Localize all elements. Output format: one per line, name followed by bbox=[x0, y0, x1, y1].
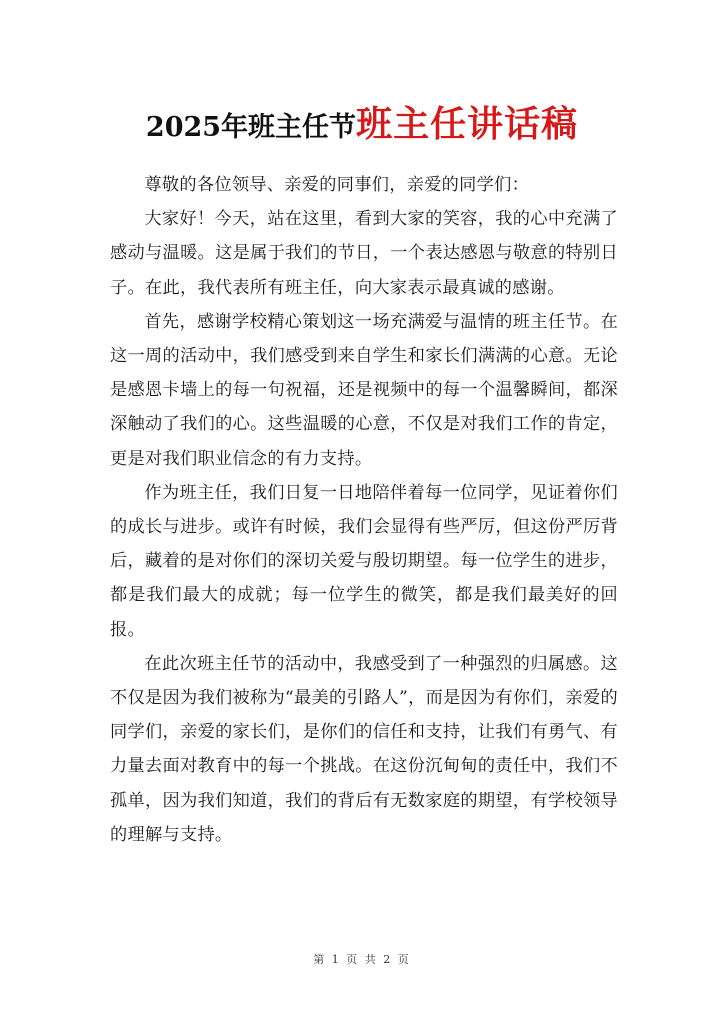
page-number-footer: 第 1 页 共 2 页 bbox=[313, 953, 411, 966]
paragraph-greeting: 大家好！今天，站在这里，看到大家的笑容，我的心中充满了感动与温暖。这是属于我们的节日，一个表达感恩与敬意的特别日子。在此，我代表所有班主任，向大家表示最真诚的感谢。 bbox=[110, 209, 618, 298]
paragraph-teacher-role: 作为班主任，我们日复一日地陪伴着每一位同学，见证着你们的成长与进步。或许有时候，我们会显得有些严厉，但这份严厉背后，藏着的是对你们的深切关爱与殷切期望。每一位学生的进步，都是我们最大的成就；每一位学生的微笑，都是我们最美好的回报。 bbox=[110, 482, 618, 640]
paragraph-salutation: 尊敬的各位领导、亲爱的同事们，亲爱的同学们： bbox=[144, 175, 530, 195]
document-title bbox=[0, 100, 724, 156]
title-highlight-part: 班主任讲话稿 bbox=[356, 104, 579, 145]
title-year-part: 2025年班主任节 bbox=[145, 112, 357, 143]
paragraph-thanks-school: 首先，感谢学校精心策划这一场充满爱与温情的班主任节。在这一周的活动中，我们感受到来自学生和家长们满满的心意。无论是感恩卡墙上的每一句祝福，还是视频中的每一个温馨瞬间，都深深触动了我们的心。这些温暖的心意，不仅是对我们工作的肯定，更是对我们职业信念的有力支持。 bbox=[110, 311, 618, 469]
paragraph-belonging: 在此次班主任节的活动中，我感受到了一种强烈的归属感。这不仅是因为我们被称为“最美的引路人”，而是因为有你们，亲爱的同学们，亲爱的家长们，是你们的信任和支持，让我们有勇气、有力量去面对教育中的每一个挑战。在这份沉甸甸的责任中，我们不孤单，因为我们知道，我们的背后有无数家庭的期望，有学校领导的理解与支持。 bbox=[110, 653, 618, 845]
document-body bbox=[110, 168, 618, 852]
